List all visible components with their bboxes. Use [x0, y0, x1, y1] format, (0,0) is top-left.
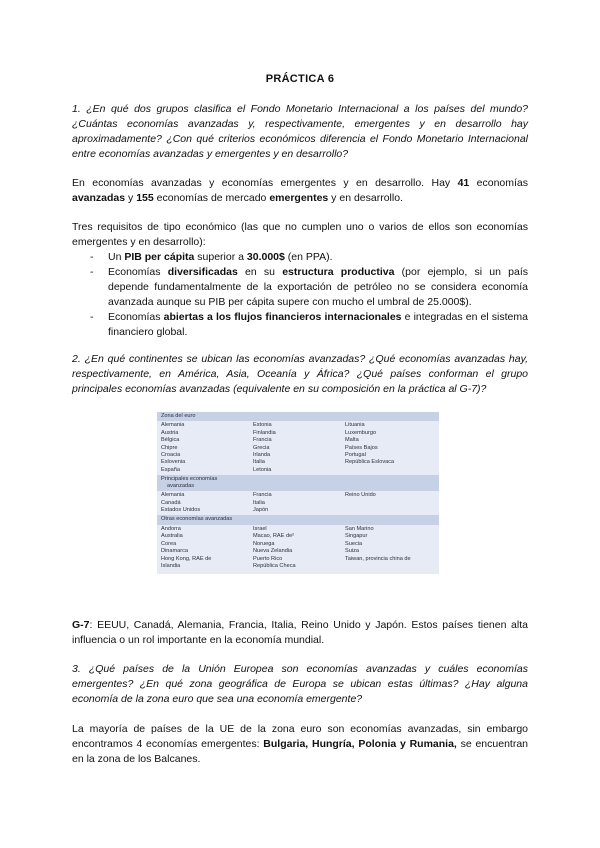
table-cell: Corea	[161, 540, 177, 547]
req-bold: estructura productiva	[282, 266, 395, 278]
table-cell: Singapur	[345, 533, 368, 540]
answer-1-bold: 155	[136, 192, 154, 204]
section-header-line: avanzadas	[167, 483, 195, 490]
table-column	[345, 492, 435, 514]
table-cell: Letonia	[253, 466, 272, 473]
table-cell: Puerto Rico	[253, 555, 283, 562]
section-header-line: Principales economías	[161, 476, 218, 483]
question-3: 3. ¿Qué países de la Unión Europea son economías avanzadas y cuáles economías emergentes? ¿En qué zona geográfica de Europa se ubican estas últimas? ¿Hay alguna economía de la zona euro que sea una economía emergente?	[72, 663, 528, 705]
table-column	[253, 492, 345, 514]
requirements-intro: Tres requisitos de tipo económico (las que no cumplen uno o varios de ellos son economías emergentes y en desarrollo):	[72, 221, 528, 248]
table-cell: Macao, RAE de²	[253, 533, 295, 540]
section-rows-other-advanced	[157, 525, 439, 571]
answer-3-text: se encuentran en la zona de los Balcanes.	[72, 738, 529, 765]
question-2: 2. ¿En qué continentes se ubican las economías avanzadas? ¿Qué economías avanzadas hay, respectivamente, en América, Asia, Oceanía y África? ¿Qué países conforman el grupo principales economías avanzadas (equivalente en su composición en la práctica al G-7)?	[72, 353, 528, 395]
requirement-1	[72, 250, 528, 265]
requirement-2	[72, 265, 528, 310]
table-cell: Luxemburgo	[345, 429, 377, 436]
table-column	[161, 422, 253, 474]
table-cell: Hong Kong, RAE de	[161, 555, 212, 562]
table-cell: Australia	[161, 533, 183, 540]
section-header-main-advanced	[157, 475, 439, 491]
table-cell: Canadá	[161, 499, 181, 506]
req-text: superior a	[194, 251, 247, 263]
table-cell: Israel	[253, 525, 267, 532]
g7-label: G-7	[72, 619, 90, 631]
req-text: Un	[108, 251, 125, 263]
req-text: e integradas en el sistema financiero global.	[108, 311, 528, 338]
table-cell: Francia	[253, 437, 272, 444]
table-cell: Dinamarca	[161, 548, 189, 555]
table-cell: Austria	[161, 429, 179, 436]
requirements-list	[72, 250, 528, 340]
table-cell: Irlanda	[253, 452, 271, 459]
req-bold: PIB per cápita	[124, 251, 195, 263]
page-title: PRÁCTICA 6	[265, 73, 335, 85]
answer-1	[72, 176, 528, 206]
req-bold: diversificadas	[167, 266, 238, 278]
table-cell: Chipre	[161, 444, 178, 451]
table-cell: Estados Unidos	[161, 507, 201, 514]
section-rows-euro-zone	[157, 421, 439, 475]
table-cell: Países Bajos	[345, 444, 378, 451]
answer-3-bold: Bulgaria, Hungría, Polonia y Rumania,	[263, 738, 457, 750]
table-column	[161, 492, 253, 514]
table-cell: Grecia	[253, 444, 270, 451]
table-cell: Suecia	[345, 540, 363, 547]
table-cell: Bélgica	[161, 437, 180, 444]
table-cell: Italia	[253, 499, 265, 506]
table-cell: Alemania	[161, 422, 185, 429]
answer-1-text: En economías avanzadas y economías emergentes y en desarrollo. Hay	[72, 177, 458, 189]
table-column	[345, 422, 435, 474]
table-cell: Suiza	[345, 548, 359, 555]
table-cell: Taiwan, provincia china de	[345, 555, 411, 562]
table-cell: Noruega	[253, 540, 275, 547]
table-cell: Reino Unido	[345, 492, 376, 499]
req-text: Economías	[108, 311, 164, 323]
section-header-other-advanced: Otras economías avanzadas	[157, 515, 439, 524]
req-text: (en PPA).	[284, 251, 333, 263]
table-column	[345, 526, 435, 570]
table-column	[253, 422, 345, 474]
answer-1-bold: 41	[457, 177, 470, 189]
table-cell: Andorra	[161, 525, 181, 532]
answer-1-bold: emergentes	[269, 192, 329, 204]
dash-bullet: -	[90, 311, 94, 323]
table-cell: Eslovenia	[161, 459, 186, 466]
req-text: (por ejemplo, si un país depende fundamentalmente de la exportación de petróleo no se considera economía avanzada aunque su PIB per cápita supere con mucho el umbral de 25.000$).	[108, 266, 529, 308]
answer-1-text: y en desarrollo.	[328, 192, 403, 204]
req-text: en su	[237, 266, 283, 278]
question-1: 1. ¿En qué dos grupos clasifica el Fondo Monetario Internacional a los países del mundo? ¿Cuántas economías avanzadas y, respectivamente, emergentes y en desarrollo hay aproximadamente? ¿Con qué criterios económicos diferencia el Fondo Monetario Internacional entre economías avanzadas y emergentes y en desarrollo?	[72, 103, 528, 160]
req-bold: abiertas a los flujos financieros internacionales	[163, 311, 402, 323]
answer-1-text: y	[125, 192, 137, 204]
section-header-euro-zone: Zona del euro	[157, 412, 439, 421]
answer-3-text: La mayoría de países de la UE de la zona euro son economías avanzadas, sin embargo encontramos 4 economías emergentes:	[72, 723, 528, 750]
table-column	[253, 526, 345, 570]
g7-paragraph	[72, 618, 528, 648]
table-cell: España	[161, 466, 180, 473]
answer-1-bold: avanzadas	[72, 192, 126, 204]
table-cell: Estonia	[253, 422, 272, 429]
table-cell: San Marino	[345, 525, 374, 532]
table-cell: Portugal	[345, 452, 366, 459]
table-cell: Francia	[253, 492, 272, 499]
g7-text: : EEUU, Canadá, Alemania, Francia, Italia, Reino Unido y Japón. Estos países tienen alta influencia o un rol importante en la economía mundial.	[72, 619, 528, 646]
dash-bullet: -	[90, 266, 94, 278]
section-rows-main-advanced	[157, 491, 439, 515]
req-text: Economías	[108, 266, 168, 278]
table-cell: Finlandia	[253, 429, 276, 436]
table-cell: Alemania	[161, 492, 185, 499]
table-cell: Islandia	[161, 562, 181, 569]
dash-bullet: -	[90, 251, 94, 263]
table-cell: Italia	[253, 459, 265, 466]
table-cell: República Eslovaca	[345, 459, 395, 466]
answer-1-text: economías de mercado	[153, 192, 270, 204]
table-column	[161, 526, 253, 570]
answer-3	[72, 722, 528, 767]
table-cell: Croacia	[161, 452, 181, 459]
table-cell: Nueva Zelandia	[253, 548, 293, 555]
req-bold: 30.000$	[246, 251, 285, 263]
table-cell: Lituania	[345, 422, 365, 429]
advanced-economies-table	[157, 412, 439, 574]
table-cell: República Checa	[253, 562, 296, 569]
answer-1-text: economías	[469, 177, 528, 189]
table-cell: Malta	[345, 437, 359, 444]
requirement-3	[72, 310, 528, 340]
table-cell: Japón	[253, 507, 269, 514]
